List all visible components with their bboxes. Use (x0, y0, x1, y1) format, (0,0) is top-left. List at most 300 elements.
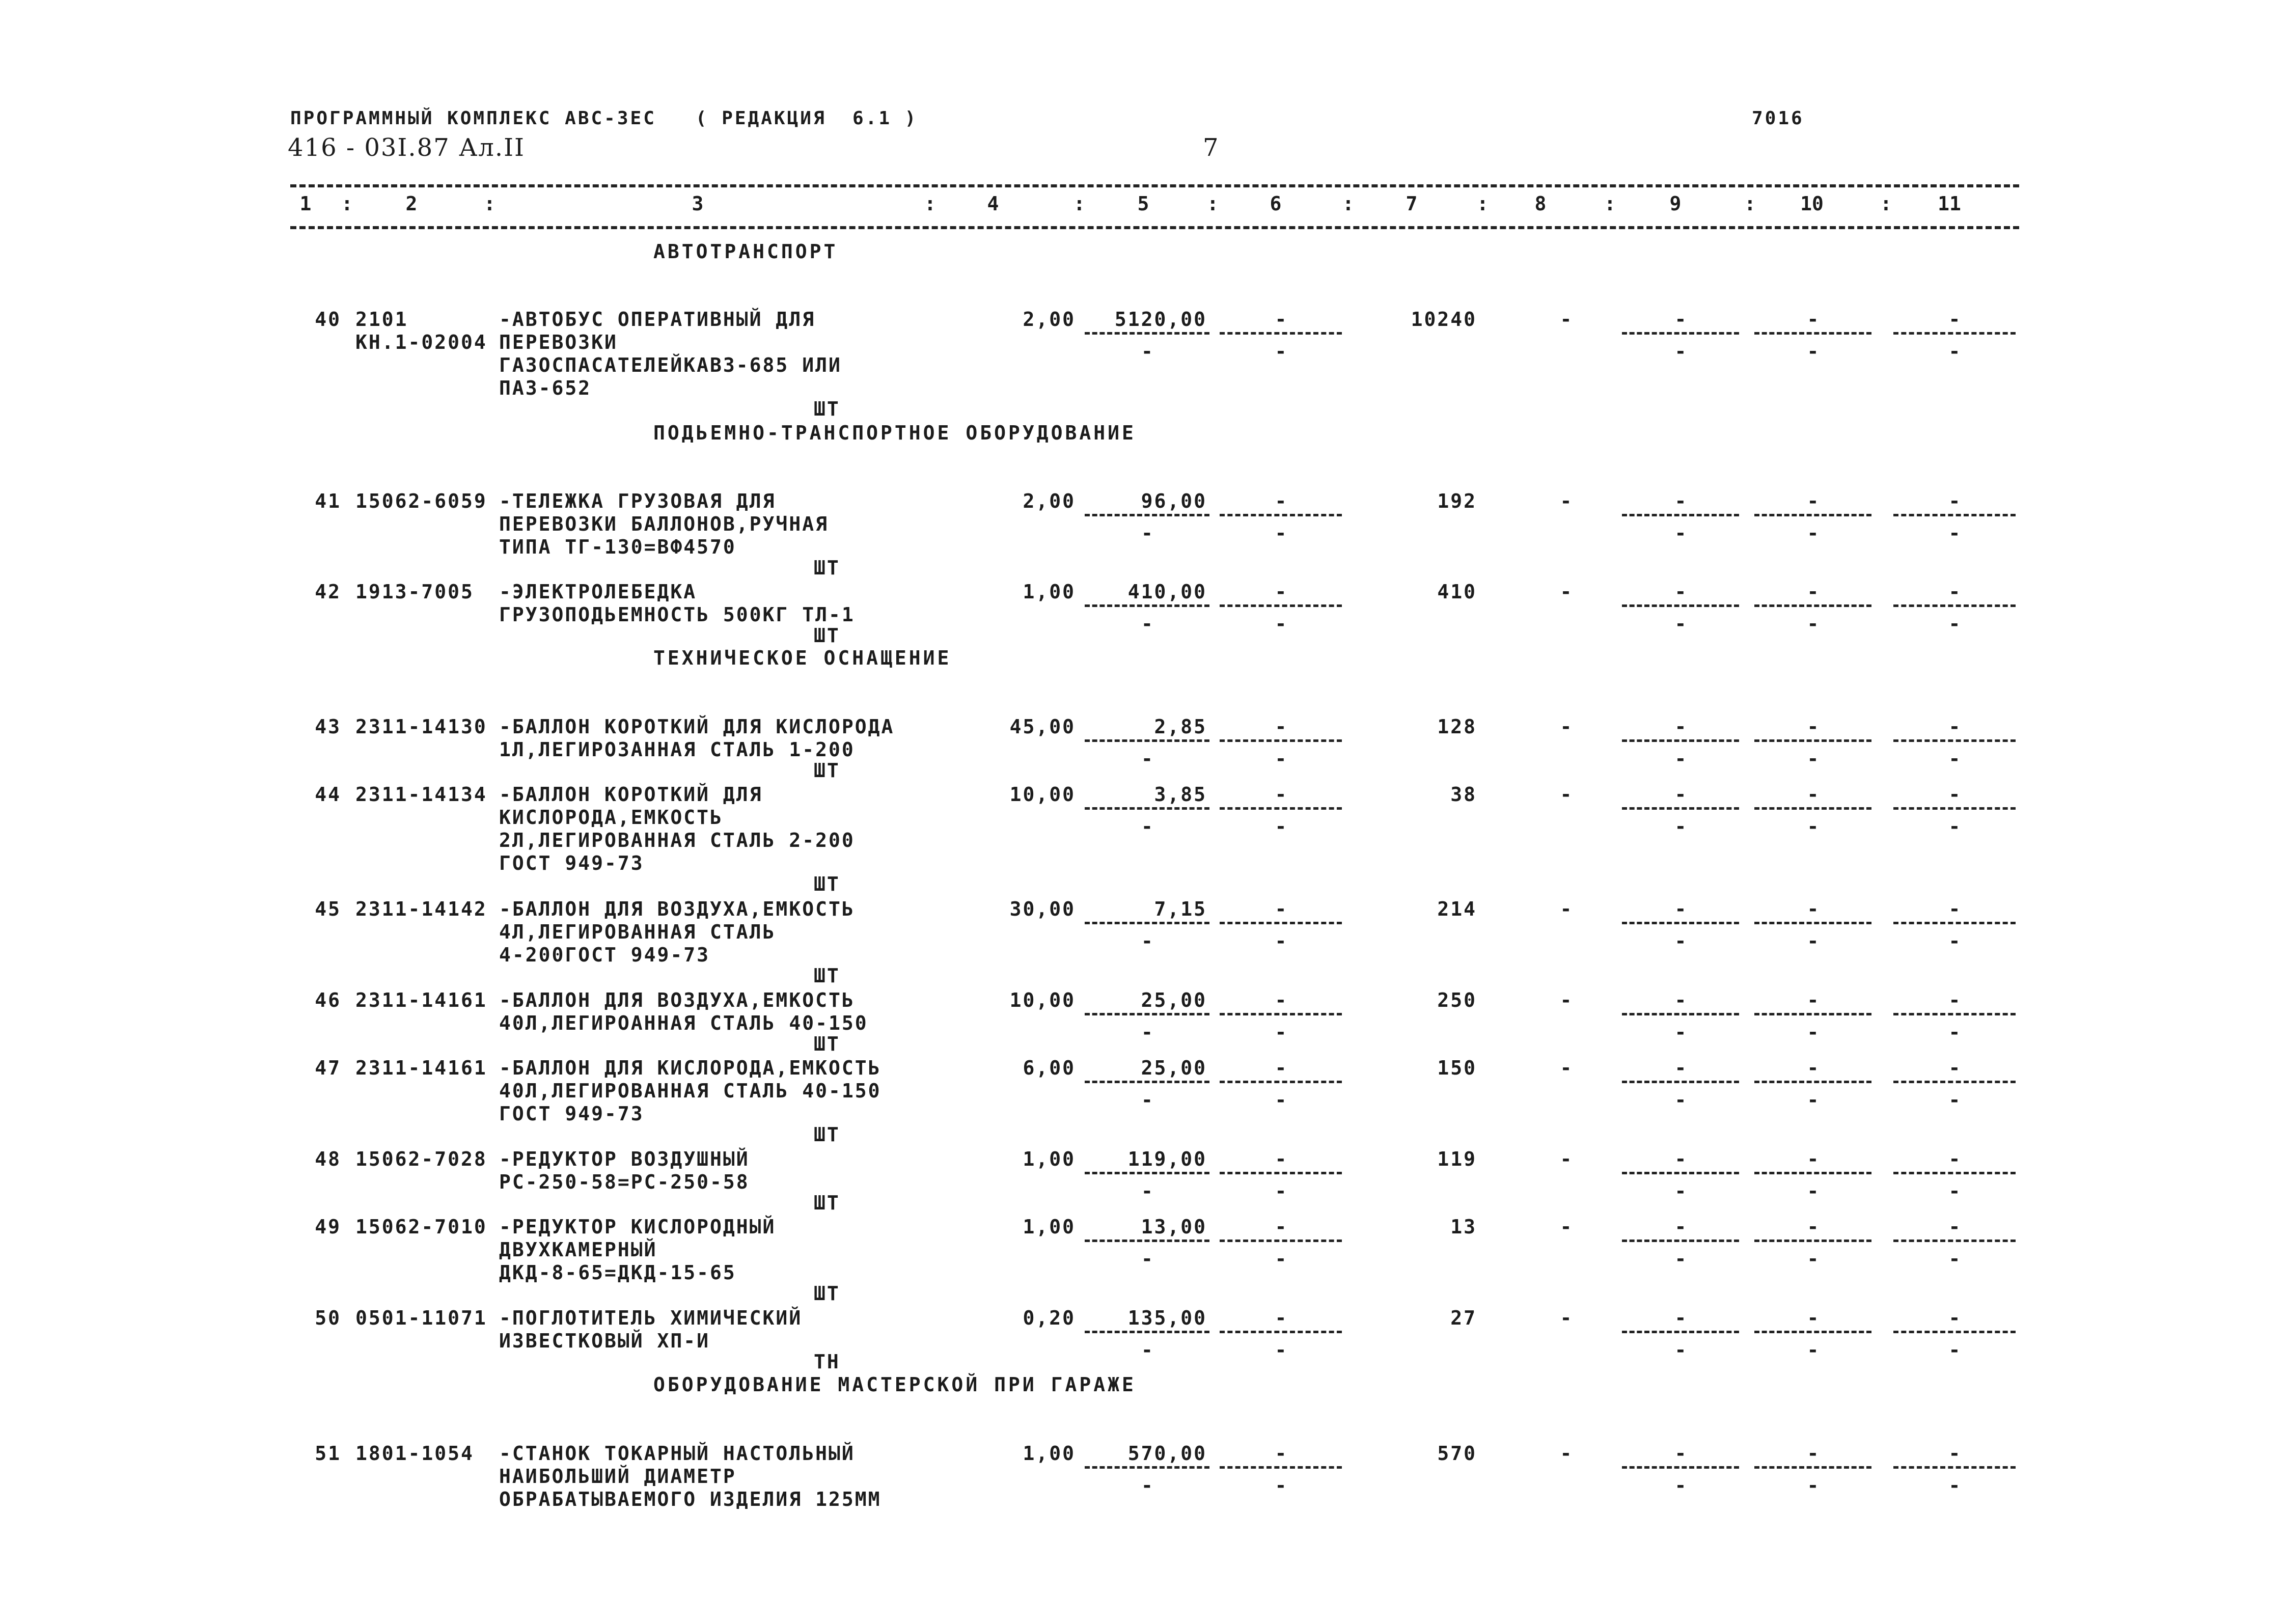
item-name: 1Л,ЛЕГИРОЗАННАЯ СТАЛЬ 1-200 (499, 738, 855, 761)
col6-dash: - (1275, 1089, 1287, 1111)
col8-dash: - (1560, 989, 1572, 1011)
cell-underline (1893, 1172, 2016, 1174)
cell-underline (1893, 1013, 2016, 1015)
col10-dash: - (1807, 613, 1819, 635)
document-code: 416 - 03I.87 Ал.II (288, 133, 526, 162)
total-cost: 13 (1450, 1216, 1477, 1238)
cell-underline (1754, 739, 1871, 742)
col9-dash: - (1674, 1148, 1687, 1170)
column-separator: : (484, 192, 495, 215)
col11-dash: - (1948, 989, 1961, 1011)
cell-underline (1220, 1013, 1342, 1015)
col8-dash: - (1560, 1442, 1572, 1465)
col10-dash: - (1807, 989, 1819, 1011)
col6-dash: - (1275, 308, 1287, 331)
item-code: 2311-14134 (355, 783, 487, 806)
row-number: 51 (315, 1442, 341, 1465)
item-code: 15062-7010 (355, 1216, 487, 1238)
col11-dash: - (1948, 1089, 1961, 1111)
col10-dash: - (1807, 1057, 1819, 1079)
cell-underline (1754, 1013, 1871, 1015)
col11-dash: - (1948, 930, 1961, 952)
unit-price: 7,15 (1154, 898, 1207, 920)
item-code: 1913-7005 (355, 581, 474, 603)
col11-dash: - (1948, 1339, 1961, 1361)
col6-dash: - (1275, 490, 1287, 512)
cell-underline (1085, 1172, 1209, 1174)
col9-dash: - (1674, 581, 1687, 603)
col6-dash: - (1275, 1474, 1287, 1497)
item-name: ИЗВЕСТКОВЫЙ ХП-И (499, 1330, 710, 1352)
cell-underline (1085, 604, 1209, 607)
cell-underline (1220, 1081, 1342, 1083)
item-name: ТИПА ТГ-130=ВФ4570 (499, 536, 736, 558)
item-name: ГРУЗОПОДЬЕМНОСТЬ 500КГ ТЛ-1 (499, 603, 855, 626)
col9-dash: - (1674, 783, 1687, 806)
cell-underline (1622, 1240, 1739, 1242)
cell-underline (1220, 604, 1342, 607)
unit-price: 13,00 (1141, 1216, 1207, 1238)
item-name: ГОСТ 949-73 (499, 852, 644, 874)
quantity: 6,00 (1023, 1057, 1076, 1079)
cell-underline (1754, 1172, 1871, 1174)
cell-underline (1754, 922, 1871, 924)
col11-dash: - (1948, 715, 1961, 738)
col8-dash: - (1560, 581, 1572, 603)
col9-dash: - (1674, 898, 1687, 920)
row-number: 46 (315, 989, 341, 1011)
cell-underline (1622, 922, 1739, 924)
col11-dash: - (1948, 898, 1961, 920)
col6-dash: - (1275, 1057, 1287, 1079)
item-name: ПАЗ-652 (499, 377, 592, 399)
unit-price: 2,85 (1154, 715, 1207, 738)
item-code: 1801-1054 (355, 1442, 474, 1465)
col11-dash: - (1948, 1148, 1961, 1170)
col6-dash: - (1275, 613, 1287, 635)
item-name: -БАЛЛОН ДЛЯ ВОЗДУХА,ЕМКОСТЬ (499, 989, 855, 1011)
cell-underline (1893, 604, 2016, 607)
row-number: 50 (315, 1307, 341, 1329)
cell-underline (1085, 332, 1209, 335)
item-code: 0501-11071 (355, 1307, 487, 1329)
col8-dash: - (1560, 898, 1572, 920)
col6-dash: - (1275, 989, 1287, 1011)
section-title: АВТОТРАНСПОРТ (653, 240, 838, 263)
col6-dash: - (1275, 930, 1287, 952)
cell-underline (1622, 1013, 1739, 1015)
item-name: -ТЕЛЕЖКА ГРУЗОВАЯ ДЛЯ (499, 490, 776, 512)
item-code: 2311-14161 (355, 989, 487, 1011)
cell-underline (1085, 807, 1209, 810)
col6-dash: - (1275, 1148, 1287, 1170)
col9-dash: - (1674, 1474, 1687, 1497)
col9-dash: - (1674, 930, 1687, 952)
total-cost: 119 (1437, 1148, 1477, 1170)
cell-underline (1893, 332, 2016, 335)
col10-dash: - (1807, 898, 1819, 920)
cell-underline (1622, 332, 1739, 335)
col11-dash: - (1948, 522, 1961, 544)
program-title: ПРОГРАММНЫЙ КОМПЛЕКС АВС-ЗЕС ( РЕДАКЦИЯ 6.1 ) (290, 108, 918, 129)
item-name: -СТАНОК ТОКАРНЫЙ НАСТОЛЬНЫЙ (499, 1442, 855, 1465)
quantity: 1,00 (1023, 581, 1076, 603)
col9-dash: - (1674, 1307, 1687, 1329)
col5-dash: - (1141, 1339, 1153, 1361)
page-number: 7 (1203, 133, 1220, 162)
cell-underline (1622, 739, 1739, 742)
column-separator: : (1880, 192, 1892, 215)
col9-dash: - (1674, 1180, 1687, 1202)
total-cost: 150 (1437, 1057, 1477, 1079)
total-cost: 10240 (1411, 308, 1477, 331)
col9-dash: - (1674, 1248, 1687, 1270)
col8-dash: - (1560, 1057, 1572, 1079)
col11-dash: - (1948, 783, 1961, 806)
col10-dash: - (1807, 1180, 1819, 1202)
unit-of-measure: ШТ (814, 1282, 840, 1305)
col6-dash: - (1275, 1248, 1287, 1270)
col11-dash: - (1948, 490, 1961, 512)
col8-dash: - (1560, 1307, 1572, 1329)
row-number: 43 (315, 715, 341, 738)
col9-dash: - (1674, 989, 1687, 1011)
col5-dash: - (1141, 815, 1153, 838)
row-number: 48 (315, 1148, 341, 1170)
cell-underline (1085, 739, 1209, 742)
item-code: 2311-14161 (355, 1057, 487, 1079)
unit-of-measure: ШТ (814, 965, 840, 987)
unit-price: 570,00 (1127, 1442, 1207, 1465)
col9-dash: - (1674, 1339, 1687, 1361)
item-name: КИСЛОРОДА,ЕМКОСТЬ (499, 806, 723, 829)
cell-underline (1622, 514, 1739, 516)
col6-dash: - (1275, 748, 1287, 770)
item-name: -РЕДУКТОР ВОЗДУШНЫЙ (499, 1148, 750, 1170)
col10-dash: - (1807, 340, 1819, 363)
col11-dash: - (1948, 1021, 1961, 1043)
column-separator: : (1477, 192, 1489, 215)
quantity: 1,00 (1023, 1442, 1076, 1465)
col9-dash: - (1674, 613, 1687, 635)
col10-dash: - (1807, 1021, 1819, 1043)
cell-underline (1754, 604, 1871, 607)
col11-dash: - (1948, 1216, 1961, 1238)
col10-dash: - (1807, 748, 1819, 770)
column-header-7: 7 (1406, 192, 1418, 215)
cell-underline (1622, 1331, 1739, 1333)
column-separator: : (924, 192, 936, 215)
col6-dash: - (1275, 522, 1287, 544)
item-code: 15062-7028 (355, 1148, 487, 1170)
unit-of-measure: ШТ (814, 873, 840, 895)
cell-underline (1893, 1240, 2016, 1242)
column-separator: : (1073, 192, 1085, 215)
col11-dash: - (1948, 1307, 1961, 1329)
item-name: 40Л,ЛЕГИРОВАННАЯ СТАЛЬ 40-150 (499, 1080, 882, 1102)
col6-dash: - (1275, 1216, 1287, 1238)
header-rule-bottom (290, 226, 2019, 229)
col9-dash: - (1674, 1089, 1687, 1111)
item-name: ГОСТ 949-73 (499, 1103, 644, 1125)
column-separator: : (341, 192, 353, 215)
quantity: 45,00 (1009, 715, 1076, 738)
item-name: 4-200ГОСТ 949-73 (499, 944, 710, 966)
cell-underline (1893, 739, 2016, 742)
cell-underline (1220, 1466, 1342, 1469)
item-name: -БАЛЛОН КОРОТКИЙ ДЛЯ (499, 783, 763, 806)
cell-underline (1085, 1240, 1209, 1242)
col11-dash: - (1948, 581, 1961, 603)
col11-dash: - (1948, 1180, 1961, 1202)
col11-dash: - (1948, 1248, 1961, 1270)
row-number: 41 (315, 490, 341, 512)
col11-dash: - (1948, 1442, 1961, 1465)
unit-of-measure: ШТ (814, 1123, 840, 1146)
row-number: 47 (315, 1057, 341, 1079)
col6-dash: - (1275, 783, 1287, 806)
column-header-2: 2 (405, 192, 418, 215)
col9-dash: - (1674, 1216, 1687, 1238)
total-cost: 250 (1437, 989, 1477, 1011)
unit-price: 25,00 (1141, 1057, 1207, 1079)
cell-underline (1754, 1466, 1871, 1469)
col11-dash: - (1948, 1474, 1961, 1497)
column-separator: : (1207, 192, 1219, 215)
unit-price: 96,00 (1141, 490, 1207, 512)
cell-underline (1893, 1081, 2016, 1083)
col5-dash: - (1141, 930, 1153, 952)
col9-dash: - (1674, 308, 1687, 331)
col10-dash: - (1807, 1089, 1819, 1111)
col10-dash: - (1807, 1474, 1819, 1497)
cell-underline (1754, 1240, 1871, 1242)
item-name: ОБРАБАТЫВАЕМОГО ИЗДЕЛИЯ 125ММ (499, 1488, 882, 1510)
unit-price: 25,00 (1141, 989, 1207, 1011)
col10-dash: - (1807, 1216, 1819, 1238)
item-name: РС-250-58=РС-250-58 (499, 1171, 750, 1193)
col10-dash: - (1807, 1339, 1819, 1361)
cell-underline (1220, 922, 1342, 924)
unit-of-measure: ШТ (814, 398, 840, 420)
cell-underline (1754, 1331, 1871, 1333)
cell-underline (1220, 332, 1342, 335)
col6-dash: - (1275, 898, 1287, 920)
col11-dash: - (1948, 1057, 1961, 1079)
row-number: 44 (315, 783, 341, 806)
col10-dash: - (1807, 1307, 1819, 1329)
cell-underline (1220, 1240, 1342, 1242)
col8-dash: - (1560, 783, 1572, 806)
unit-price: 119,00 (1127, 1148, 1207, 1170)
item-code: КН.1-02004 (355, 331, 487, 353)
unit-price: 410,00 (1127, 581, 1207, 603)
column-header-1: 1 (299, 192, 312, 215)
cell-underline (1622, 1081, 1739, 1083)
row-number: 45 (315, 898, 341, 920)
unit-of-measure: ШТ (814, 557, 840, 579)
col9-dash: - (1674, 1057, 1687, 1079)
item-name: -ПОГЛОТИТЕЛЬ ХИМИЧЕСКИЙ (499, 1307, 803, 1329)
col10-dash: - (1807, 308, 1819, 331)
cell-underline (1085, 1081, 1209, 1083)
cell-underline (1220, 807, 1342, 810)
cell-underline (1622, 604, 1739, 607)
quantity: 2,00 (1023, 490, 1076, 512)
column-separator: : (1342, 192, 1354, 215)
column-header-3: 3 (692, 192, 704, 215)
cell-underline (1754, 807, 1871, 810)
column-header-5: 5 (1137, 192, 1149, 215)
col5-dash: - (1141, 1474, 1153, 1497)
col9-dash: - (1674, 340, 1687, 363)
cell-underline (1893, 807, 2016, 810)
col10-dash: - (1807, 1442, 1819, 1465)
quantity: 30,00 (1009, 898, 1076, 920)
col8-dash: - (1560, 1148, 1572, 1170)
col10-dash: - (1807, 715, 1819, 738)
col11-dash: - (1948, 613, 1961, 635)
row-number: 42 (315, 581, 341, 603)
row-number: 49 (315, 1216, 341, 1238)
col9-dash: - (1674, 1442, 1687, 1465)
col6-dash: - (1275, 1021, 1287, 1043)
col6-dash: - (1275, 1307, 1287, 1329)
col6-dash: - (1275, 815, 1287, 838)
col10-dash: - (1807, 522, 1819, 544)
col9-dash: - (1674, 490, 1687, 512)
item-name: ПЕРЕВОЗКИ БАЛЛОНОВ,РУЧНАЯ (499, 513, 829, 535)
total-cost: 410 (1437, 581, 1477, 603)
total-cost: 38 (1450, 783, 1477, 806)
col10-dash: - (1807, 1148, 1819, 1170)
col10-dash: - (1807, 783, 1819, 806)
item-name: НАИБОЛЬШИЙ ДИАМЕТР (499, 1465, 736, 1488)
section-title: ПОДЬЕМНО-ТРАНСПОРТНОЕ ОБОРУДОВАНИЕ (653, 422, 1136, 444)
quantity: 0,20 (1023, 1307, 1076, 1329)
item-code: 15062-6059 (355, 490, 487, 512)
col9-dash: - (1674, 748, 1687, 770)
unit-of-measure: ШТ (814, 1033, 840, 1055)
total-cost: 570 (1437, 1442, 1477, 1465)
column-header-9: 9 (1669, 192, 1682, 215)
total-cost: 214 (1437, 898, 1477, 920)
col5-dash: - (1141, 522, 1153, 544)
col6-dash: - (1275, 1339, 1287, 1361)
item-name: 2Л,ЛЕГИРОВАННАЯ СТАЛЬ 2-200 (499, 829, 855, 851)
cell-underline (1220, 1331, 1342, 1333)
section-title: ТЕХНИЧЕСКОЕ ОСНАЩЕНИЕ (653, 647, 952, 669)
unit-price: 5120,00 (1114, 308, 1207, 331)
col8-dash: - (1560, 308, 1572, 331)
col11-dash: - (1948, 815, 1961, 838)
col5-dash: - (1141, 748, 1153, 770)
quantity: 10,00 (1009, 989, 1076, 1011)
col5-dash: - (1141, 1021, 1153, 1043)
item-code: 2311-14130 (355, 715, 487, 738)
item-code: 2101 (355, 308, 408, 331)
item-name: ПЕРЕВОЗКИ (499, 331, 618, 353)
cell-underline (1085, 1331, 1209, 1333)
unit-of-measure: ТН (814, 1351, 840, 1373)
col9-dash: - (1674, 815, 1687, 838)
item-name: -АВТОБУС ОПЕРАТИВНЫЙ ДЛЯ (499, 308, 816, 331)
column-header-11: 11 (1938, 192, 1961, 215)
column-header-8: 8 (1534, 192, 1547, 215)
col5-dash: - (1141, 1089, 1153, 1111)
item-name: -БАЛЛОН ДЛЯ КИСЛОРОДА,ЕМКОСТЬ (499, 1057, 882, 1079)
cell-underline (1754, 1081, 1871, 1083)
quantity: 1,00 (1023, 1216, 1076, 1238)
col5-dash: - (1141, 613, 1153, 635)
col6-dash: - (1275, 1442, 1287, 1465)
cell-underline (1893, 922, 2016, 924)
col10-dash: - (1807, 815, 1819, 838)
col8-dash: - (1560, 1216, 1572, 1238)
col8-dash: - (1560, 490, 1572, 512)
unit-price: 135,00 (1127, 1307, 1207, 1329)
item-name: ДВУХКАМЕРНЫЙ (499, 1238, 657, 1261)
cell-underline (1622, 807, 1739, 810)
item-name: 4Л,ЛЕГИРОВАННАЯ СТАЛЬ (499, 921, 776, 943)
document-number: 7016 (1752, 108, 1804, 129)
item-code: 2311-14142 (355, 898, 487, 920)
item-name: -БАЛЛОН ДЛЯ ВОЗДУХА,ЕМКОСТЬ (499, 898, 855, 920)
col11-dash: - (1948, 748, 1961, 770)
cell-underline (1085, 514, 1209, 516)
item-name: ДКД-8-65=ДКД-15-65 (499, 1261, 736, 1284)
col6-dash: - (1275, 715, 1287, 738)
item-name: ГАЗОСПАСАТЕЛЕЙКАВЗ-685 ИЛИ (499, 354, 842, 376)
cell-underline (1893, 514, 2016, 516)
cell-underline (1220, 739, 1342, 742)
cell-underline (1220, 514, 1342, 516)
column-separator: : (1744, 192, 1756, 215)
col8-dash: - (1560, 715, 1572, 738)
cell-underline (1085, 922, 1209, 924)
col9-dash: - (1674, 715, 1687, 738)
cell-underline (1754, 514, 1871, 516)
header-rule-top (290, 184, 2019, 187)
column-header-4: 4 (987, 192, 999, 215)
cell-underline (1754, 332, 1871, 335)
column-header-10: 10 (1800, 192, 1824, 215)
col6-dash: - (1275, 340, 1287, 363)
cell-underline (1622, 1172, 1739, 1174)
quantity: 2,00 (1023, 308, 1076, 331)
col9-dash: - (1674, 1021, 1687, 1043)
cell-underline (1085, 1466, 1209, 1469)
unit-of-measure: ШТ (814, 624, 840, 647)
col10-dash: - (1807, 581, 1819, 603)
cell-underline (1085, 1013, 1209, 1015)
col10-dash: - (1807, 930, 1819, 952)
quantity: 1,00 (1023, 1148, 1076, 1170)
item-name: -РЕДУКТОР КИСЛОРОДНЫЙ (499, 1216, 776, 1238)
col6-dash: - (1275, 581, 1287, 603)
total-cost: 128 (1437, 715, 1477, 738)
col9-dash: - (1674, 522, 1687, 544)
section-title: ОБОРУДОВАНИЕ МАСТЕРСКОЙ ПРИ ГАРАЖЕ (653, 1373, 1136, 1396)
col6-dash: - (1275, 1180, 1287, 1202)
column-header-6: 6 (1270, 192, 1282, 215)
item-name: -ЭЛЕКТРОЛЕБЕДКА (499, 581, 697, 603)
col5-dash: - (1141, 1248, 1153, 1270)
col5-dash: - (1141, 340, 1153, 363)
total-cost: 192 (1437, 490, 1477, 512)
col11-dash: - (1948, 308, 1961, 331)
col10-dash: - (1807, 1248, 1819, 1270)
